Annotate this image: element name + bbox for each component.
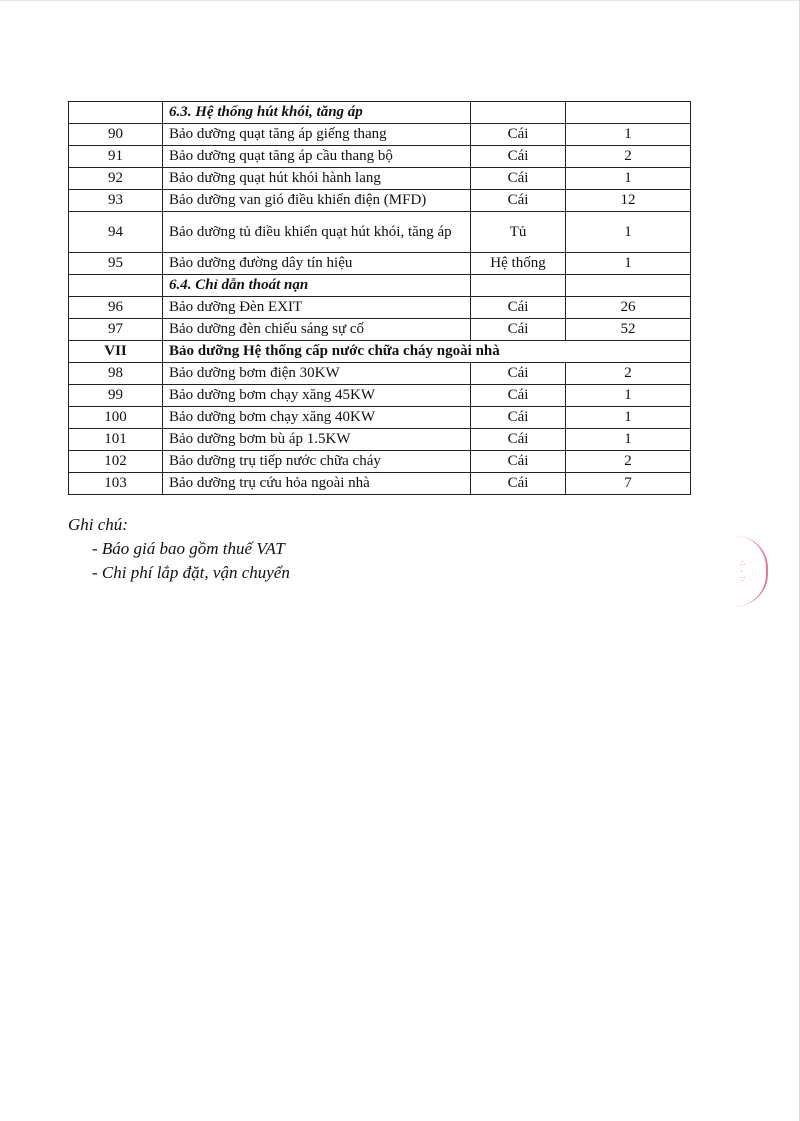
table-row — [69, 319, 691, 341]
row-unit: Cái — [471, 429, 566, 451]
row-unit: Cái — [471, 407, 566, 429]
table-row — [69, 102, 691, 124]
row-quantity — [566, 275, 691, 297]
table-row — [69, 168, 691, 190]
row-unit: Cái — [471, 190, 566, 212]
row-quantity: 2 — [566, 451, 691, 473]
row-description: Bảo dưỡng bơm chạy xăng 40KW — [163, 407, 471, 429]
row-description: Bảo dưỡng quạt tăng áp cầu thang bộ — [163, 146, 471, 168]
row-unit: Cái — [471, 168, 566, 190]
page-top-edge — [0, 0, 800, 1]
row-description: Bảo dưỡng quạt tăng áp giếng thang — [163, 124, 471, 146]
items-table — [68, 101, 691, 495]
table-row — [69, 253, 691, 275]
row-unit: Cái — [471, 363, 566, 385]
row-number: 101 — [69, 429, 163, 451]
row-description: Bảo dưỡng van gió điều khiển điện (MFD) — [163, 190, 471, 212]
row-unit — [471, 275, 566, 297]
row-unit: Cái — [471, 146, 566, 168]
row-quantity: 1 — [566, 212, 691, 253]
row-unit: Cái — [471, 124, 566, 146]
table-row — [69, 146, 691, 168]
row-quantity: 52 — [566, 319, 691, 341]
row-description: Bảo dưỡng bơm bù áp 1.5KW — [163, 429, 471, 451]
table-row — [69, 473, 691, 495]
section-title: 6.4. Chỉ dẫn thoát nạn — [163, 275, 471, 297]
row-quantity: 7 — [566, 473, 691, 495]
table-row — [69, 341, 691, 363]
row-number — [69, 102, 163, 124]
row-number: 92 — [69, 168, 163, 190]
row-number: 94 — [69, 212, 163, 253]
table-row — [69, 190, 691, 212]
row-description: Bảo dưỡng trụ cứu hỏa ngoài nhà — [163, 473, 471, 495]
row-quantity: 26 — [566, 297, 691, 319]
row-number: 100 — [69, 407, 163, 429]
row-number — [69, 275, 163, 297]
table-row — [69, 363, 691, 385]
notes-block — [68, 513, 290, 585]
row-description: Bảo dưỡng bơm chạy xăng 45KW — [163, 385, 471, 407]
row-description: Bảo dưỡng trụ tiếp nước chữa cháy — [163, 451, 471, 473]
notes-title: Ghi chú: — [68, 515, 128, 534]
row-description: Bảo dưỡng tủ điều khiển quạt hút khói, tăng áp — [163, 212, 471, 253]
table-row — [69, 297, 691, 319]
row-unit — [471, 102, 566, 124]
row-quantity — [566, 102, 691, 124]
row-quantity: 1 — [566, 253, 691, 275]
row-unit: Cái — [471, 451, 566, 473]
row-description: Bảo dưỡng Đèn EXIT — [163, 297, 471, 319]
group-title: Bảo dưỡng Hệ thống cấp nước chữa cháy ngoài nhà — [163, 341, 691, 363]
table-row — [69, 429, 691, 451]
row-number: 99 — [69, 385, 163, 407]
row-number: 90 — [69, 124, 163, 146]
row-description: Bảo dưỡng đèn chiếu sáng sự cố — [163, 319, 471, 341]
table-row — [69, 451, 691, 473]
row-quantity: 1 — [566, 124, 691, 146]
row-number: 93 — [69, 190, 163, 212]
table-row — [69, 124, 691, 146]
row-description: Bảo dưỡng bơm điện 30KW — [163, 363, 471, 385]
row-unit: Hệ thống — [471, 253, 566, 275]
row-number: 95 — [69, 253, 163, 275]
table-row — [69, 407, 691, 429]
table-row — [69, 385, 691, 407]
row-number: 103 — [69, 473, 163, 495]
row-unit: Cái — [471, 473, 566, 495]
row-quantity: 2 — [566, 363, 691, 385]
row-quantity: 1 — [566, 407, 691, 429]
table-row — [69, 212, 691, 253]
note-line: - Báo giá bao gồm thuế VAT — [92, 539, 285, 558]
row-number: 96 — [69, 297, 163, 319]
group-number: VII — [69, 341, 163, 363]
row-unit: Cái — [471, 385, 566, 407]
row-number: 98 — [69, 363, 163, 385]
items-table-body — [69, 102, 691, 495]
row-number: 91 — [69, 146, 163, 168]
note-line: - Chi phí lắp đặt, vận chuyển — [92, 563, 290, 582]
row-quantity: 1 — [566, 429, 691, 451]
row-quantity: 1 — [566, 168, 691, 190]
table-row — [69, 275, 691, 297]
row-description: Bảo dưỡng quạt hút khói hành lang — [163, 168, 471, 190]
row-quantity: 1 — [566, 385, 691, 407]
section-title: 6.3. Hệ thống hút khói, tăng áp — [163, 102, 471, 124]
row-quantity: 2 — [566, 146, 691, 168]
row-description: Bảo dưỡng đường dây tín hiệu — [163, 253, 471, 275]
row-number: 97 — [69, 319, 163, 341]
row-unit: Cái — [471, 297, 566, 319]
row-quantity: 12 — [566, 190, 691, 212]
seal-stamp-marks: ∴ · ∵ — [740, 559, 746, 584]
row-unit: Tủ — [471, 212, 566, 253]
row-unit: Cái — [471, 319, 566, 341]
row-number: 102 — [69, 451, 163, 473]
